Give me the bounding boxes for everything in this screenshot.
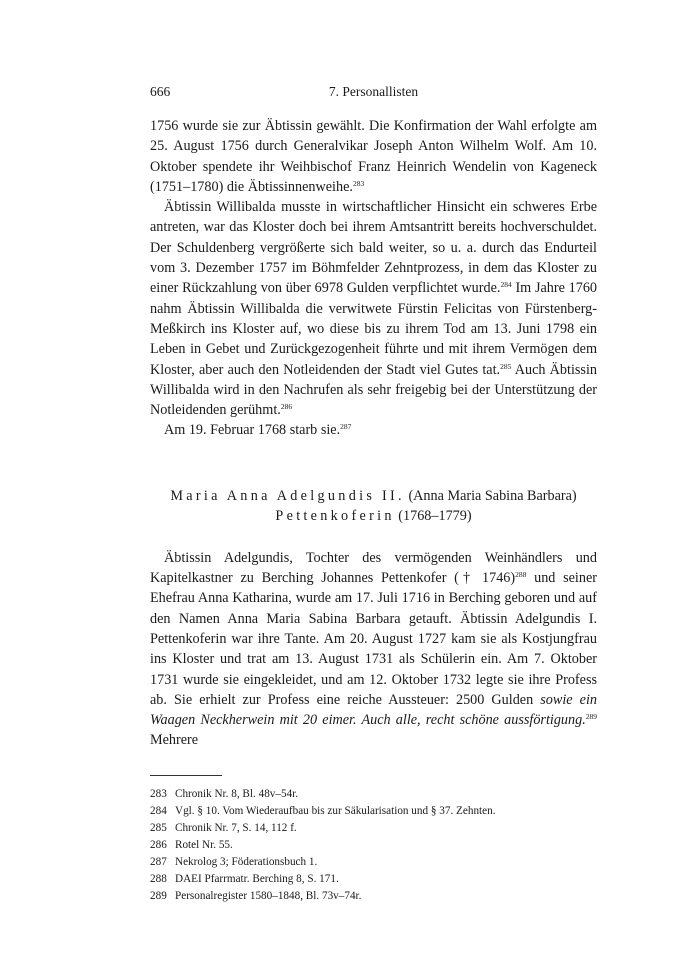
heading-dates: (1768–1779) <box>398 507 472 524</box>
section-heading <box>150 486 597 526</box>
main-text <box>150 116 597 751</box>
footnote <box>150 888 597 905</box>
paragraph-1 <box>150 116 597 197</box>
footnote-ref[interactable]: 285 <box>500 361 512 371</box>
heading-line-2 <box>150 506 597 526</box>
footnote-text: Nekrolog 3; Föderationsbuch 1. <box>175 855 318 868</box>
heading-line-1 <box>150 486 597 506</box>
quoted-source-text: sowie ein Waagen Neckherwein mit 20 eimer. Auch alle, recht schöne aussförtigung. <box>150 691 597 729</box>
heading-birth-name: (Anna Maria Sabina Barbara) <box>408 487 577 504</box>
paragraph-text: Auch Äbtissin Willibalda wird in den Nachrufen als sehr freigebig bei der Unterstützung der Notleidenden gerühmt. <box>150 361 597 419</box>
running-header <box>150 84 597 104</box>
footnotes <box>150 786 597 905</box>
footnote-text: Chronik Nr. 7, S. 14, 112 f. <box>175 821 297 834</box>
paragraph-text: Mehrere <box>150 732 199 749</box>
footnote <box>150 820 597 837</box>
running-title: 7. Personallisten <box>328 84 419 99</box>
footnote-text: Rotel Nr. 55. <box>175 838 233 851</box>
paragraph-text: und seiner Ehefrau Anna Katharina, wurde am 17. Juli 1716 in Berching geboren und auf den Namen Anna Maria Sabina Barbara getauft. Äbtissin Adelgundis I. Pettenkoferin war ihre Tante. Am 20. August 1727 kam sie als Kostjungfrau ins Kloster und trat am 13. August 1731 als Schülerin ein. Am 7. Oktober 1731 wurde sie eingekleidet, und am 12. Oktober 1732 legte sie ihre Profess ab. Sie erhielt zur Profess eine reiche Aussteuer: 2500 Gulden <box>150 570 597 708</box>
footnote <box>150 786 597 803</box>
footnote-text: Chronik Nr. 8, Bl. 48v–54r. <box>175 787 299 800</box>
paragraph-3 <box>150 420 597 440</box>
footnote-divider <box>150 775 222 776</box>
footnote-ref[interactable]: 289 <box>585 712 597 722</box>
footnote-text: Personalregister 1580–1848, Bl. 73v–74r. <box>175 889 362 902</box>
footnote-number: 283 <box>150 787 167 800</box>
paragraph-2 <box>150 197 597 420</box>
footnote-ref[interactable]: 287 <box>340 422 352 432</box>
paragraph-text: 1756 wurde sie zur Äbtissin gewählt. Die Konfirmation der Wahl erfolgte am 25. August 1756 durch Generalvikar Joseph Anton Wilhelm Wolf. Am 10. Oktober spendete ihr Weihbischof Franz Heinrich Wendelin von Kageneck (1751–1780) die Äbtissinnenweihe. <box>150 118 597 195</box>
footnote-text: DAEI Pfarrmatr. Berching 8, S. 171. <box>175 872 339 885</box>
footnote-text: Vgl. § 10. Vom Wiederaufbau bis zur Säkularisation und § 37. Zehnten. <box>175 804 496 817</box>
footnote-number: 285 <box>150 821 167 834</box>
heading-surname: Pettenkoferin <box>275 507 395 524</box>
footnote <box>150 871 597 888</box>
footnote-number: 286 <box>150 838 167 851</box>
footnote <box>150 854 597 871</box>
paragraph-text: Äbtissin Adelgundis, Tochter des vermögenden Weinhändlers und Kapitelkastner zu Berching Johannes Pettenkofer († 1746) <box>150 549 597 587</box>
page-number: 666 <box>150 84 171 99</box>
paragraph-text: Am 19. Februar 1768 starb sie. <box>164 422 341 439</box>
paragraph-text: Äbtissin Willibalda musste in wirtschaftlicher Hinsicht ein schweres Erbe antreten, war das Kloster doch bei ihrem Amtsantritt bereits hochverschuldet. Der Schuldenberg vergrößerte sich bald weiter, so u. a. durch das Endurteil vom 3. Dezember 1757 im Böhmfelder Zehntprozess, in dem das Kloster zu einer Rückzahlung von über 6978 Gulden verpflichtet wurde. <box>150 199 597 297</box>
footnote-number: 289 <box>150 889 167 902</box>
footnote <box>150 837 597 854</box>
footnote-number: 287 <box>150 855 167 868</box>
footnote-number: 288 <box>150 872 167 885</box>
heading-name: Maria Anna Adelgundis II. <box>170 487 405 504</box>
footnote-ref[interactable]: 283 <box>352 178 365 188</box>
paragraph-text: Im Jahre 1760 nahm Äbtissin Willibalda die verwitwete Fürstin Felicitas von Fürstenberg-Meßkirch ins Kloster auf, wo diese bis zu ihrem Tod am 13. Juni 1798 ein Leben in Gebet und Zurückgezogenheit führte und mit ihrem Vermögen dem Kloster, aber auch den Notleidenden der Stadt viel Gutes tat. <box>150 280 598 378</box>
paragraph-4 <box>150 548 597 751</box>
footnote-number: 284 <box>150 804 167 817</box>
footnote-ref[interactable]: 286 <box>280 402 293 412</box>
footnote-ref[interactable]: 288 <box>515 570 527 580</box>
book-page <box>150 84 597 905</box>
footnote <box>150 803 597 820</box>
footnote-ref[interactable]: 284 <box>500 280 512 290</box>
